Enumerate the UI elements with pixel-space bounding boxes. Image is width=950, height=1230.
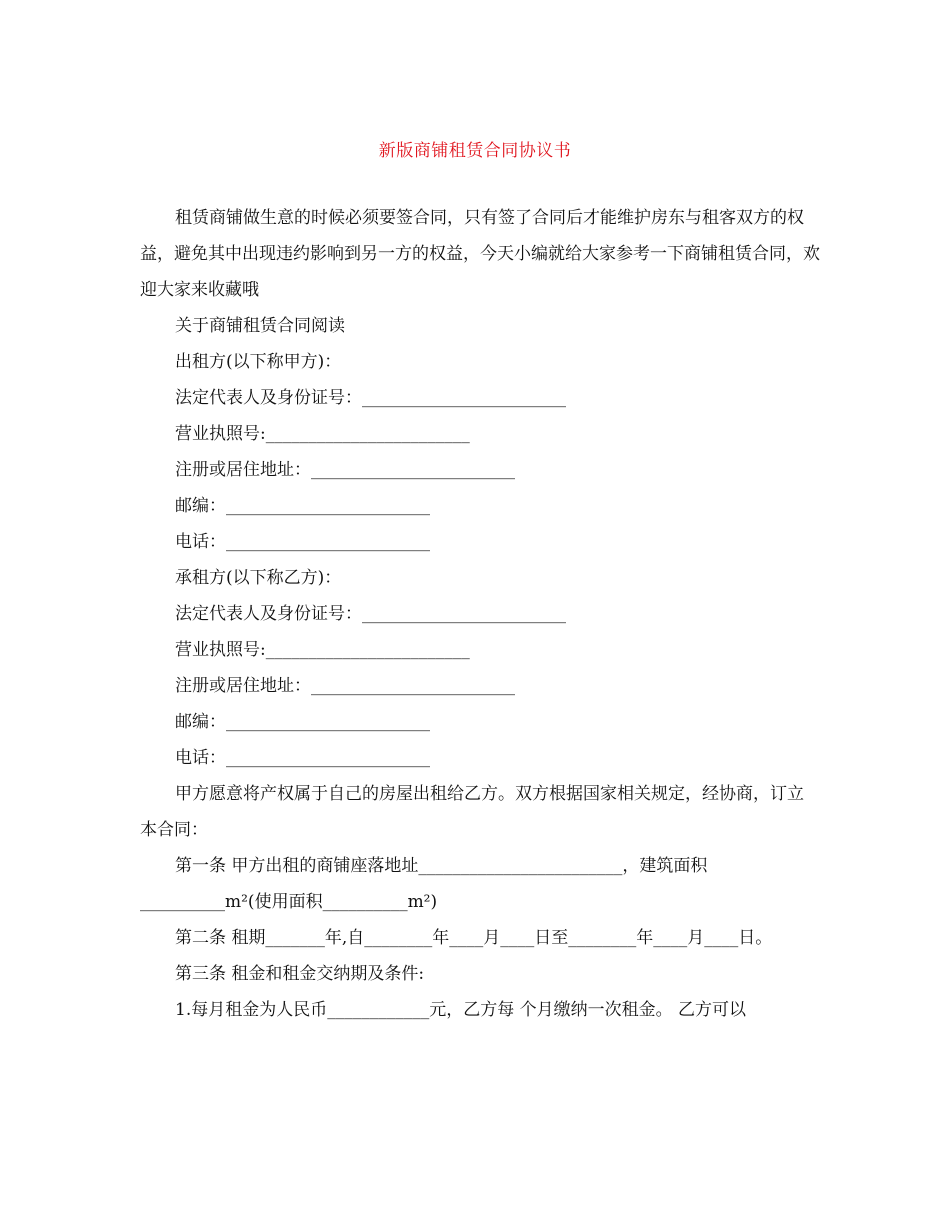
party-a-phone-field: 电话：________________________ [175,532,430,552]
party-a-license-field: 营业执照号:________________________ [175,424,470,444]
document-title: 新版商铺租赁合同协议书 [378,141,572,161]
agreement-paragraph: 甲方愿意将产权属于自己的房屋出租给乙方。双方根据国家相关规定，经协商，订立本合同： [140,784,804,840]
party-b-phone-field: 电话：________________________ [175,748,430,768]
party-a-address-field: 注册或居住地址：________________________ [175,460,515,480]
read-heading: 关于商铺租赁合同阅读 [175,316,345,336]
article-2: 第二条 租期_______年,自________年____月____日至________年____月____日。 [175,928,773,948]
document-body [140,200,820,1028]
intro-paragraph: 租赁商铺做生意的时候必须要签合同，只有签了合同后才能维护房东与租客双方的权益，避免其中出现违约影响到另一方的权益，今天小编就给大家参考一下商铺租赁合同，欢迎大家来收藏哦 [140,208,820,300]
party-b-postcode-field: 邮编：________________________ [175,712,430,732]
article-3: 第三条 租金和租金交纳期及条件: [175,964,425,984]
party-a-rep-field: 法定代表人及身份证号：________________________ [175,388,566,408]
party-a-postcode-field: 邮编：________________________ [175,496,430,516]
article-1: 第一条 甲方出租的商铺座落地址________________________，建筑面积__________m²(使用面积__________m²) [140,856,708,912]
party-b-address-field: 注册或居住地址：________________________ [175,676,515,696]
party-b-rep-field: 法定代表人及身份证号：________________________ [175,604,566,624]
party-b-heading: 承租方(以下称乙方)： [175,568,342,588]
party-a-heading: 出租方(以下称甲方)： [175,352,342,372]
party-b-license-field: 营业执照号:________________________ [175,640,470,660]
article-3-item-1: 1.每月租金为人民币____________元，乙方每 个月缴纳一次租金。 乙方可以 [175,1000,747,1020]
